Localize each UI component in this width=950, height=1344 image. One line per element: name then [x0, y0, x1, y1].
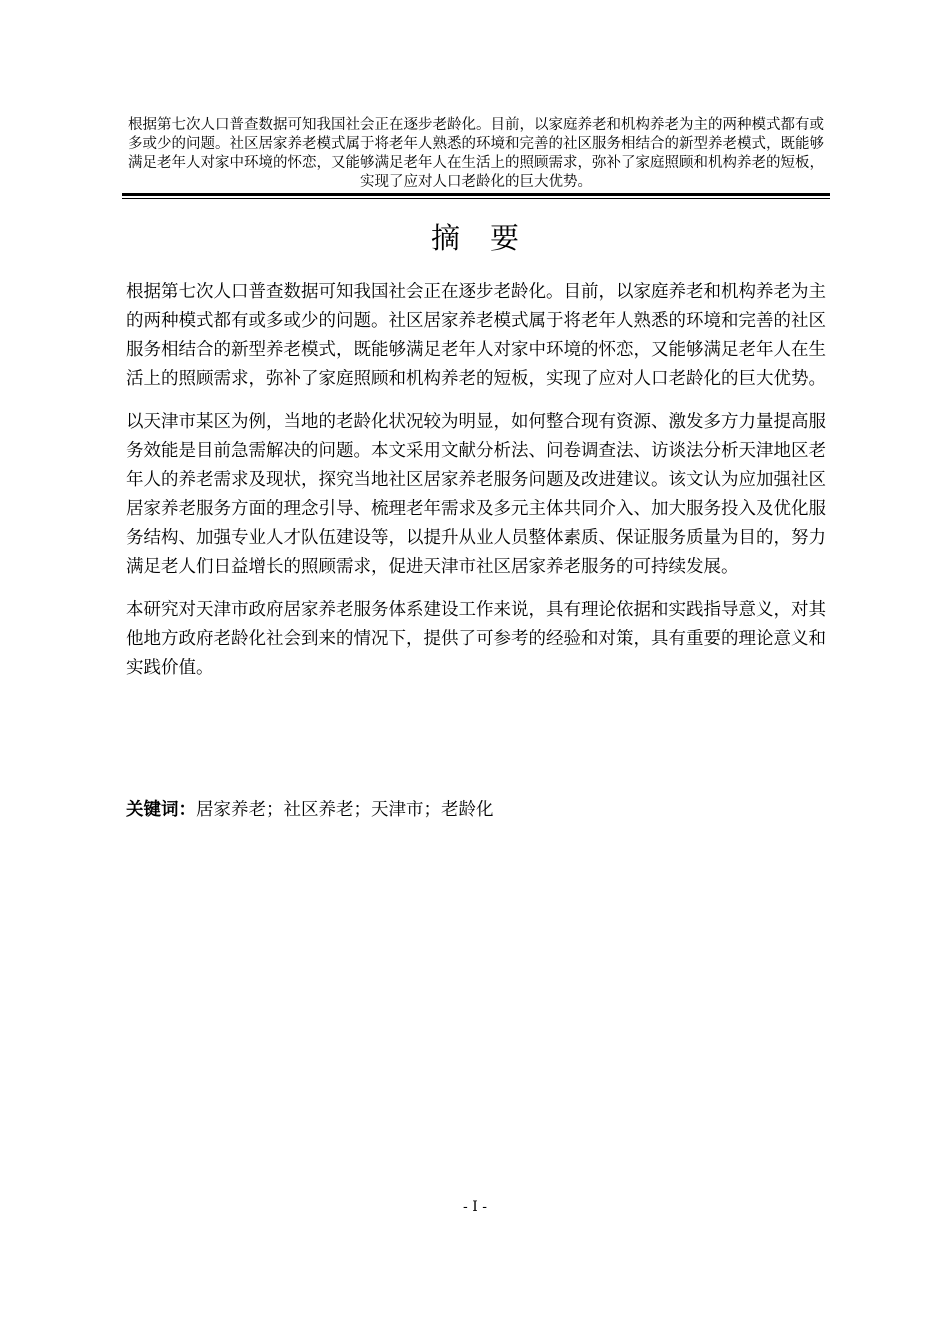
running-header: 根据第七次人口普查数据可知我国社会正在逐步老龄化。目前，以家庭养老和机构养老为主的两种模式都有或多或少的问题。社区居家养老模式属于将老年人熟悉的环境和完善的社区服务相结合的新型养老模式，既能够满足老年人对家中环境的怀恋，又能够满足老年人在生活上的照顾需求，弥补了家庭照顾和机构养老的短板，实现了应对人口老龄化的巨大优势。: [128, 117, 824, 190]
header-rule-thick: [122, 193, 830, 196]
abstract-paragraph-1: 根据第七次人口普查数据可知我国社会正在逐步老龄化。目前，以家庭养老和机构养老为主的两种模式都有或多或少的问题。社区居家养老模式属于将老年人熟悉的环境和完善的社区服务相结合的新型养老模式，既能够满足老年人对家中环境的怀恋，又能够满足老年人在生活上的照顾需求，弥补了家庭照顾和机构养老的短板，实现了应对人口老龄化的巨大优势。: [126, 282, 826, 389]
keywords-label: 关键词：: [126, 800, 196, 820]
abstract-title: 摘要: [430, 221, 549, 255]
keywords-value: 居家养老；社区养老；天津市；老龄化: [196, 800, 494, 820]
header-rule-thin: [122, 198, 830, 199]
abstract-paragraph-2: 以天津市某区为例，当地的老龄化状况较为明显，如何整合现有资源、激发多方力量提高服务效能是目前急需解决的问题。本文采用文献分析法、问卷调查法、访谈法分析天津地区老年人的养老需求及现状，探究当地社区居家养老服务问题及改进建议。该文认为应加强社区居家养老服务方面的理念引导、梳理老年需求及多元主体共同介入、加大服务投入及优化服务结构、加强专业人才队伍建设等，以提升从业人员整体素质、保证服务质量为目的，努力满足老人们日益增长的照顾需求，促进天津市社区居家养老服务的可持续发展。: [126, 412, 826, 577]
abstract-body: [126, 278, 826, 697]
keywords-line: [126, 796, 826, 824]
page-number: - I -: [463, 1199, 487, 1215]
abstract-paragraph-3: 本研究对天津市政府居家养老服务体系建设工作来说，具有理论依据和实践指导意义，对其他地方政府老龄化社会到来的情况下，提供了可参考的经验和对策，具有重要的理论意义和实践价值。: [126, 600, 826, 678]
